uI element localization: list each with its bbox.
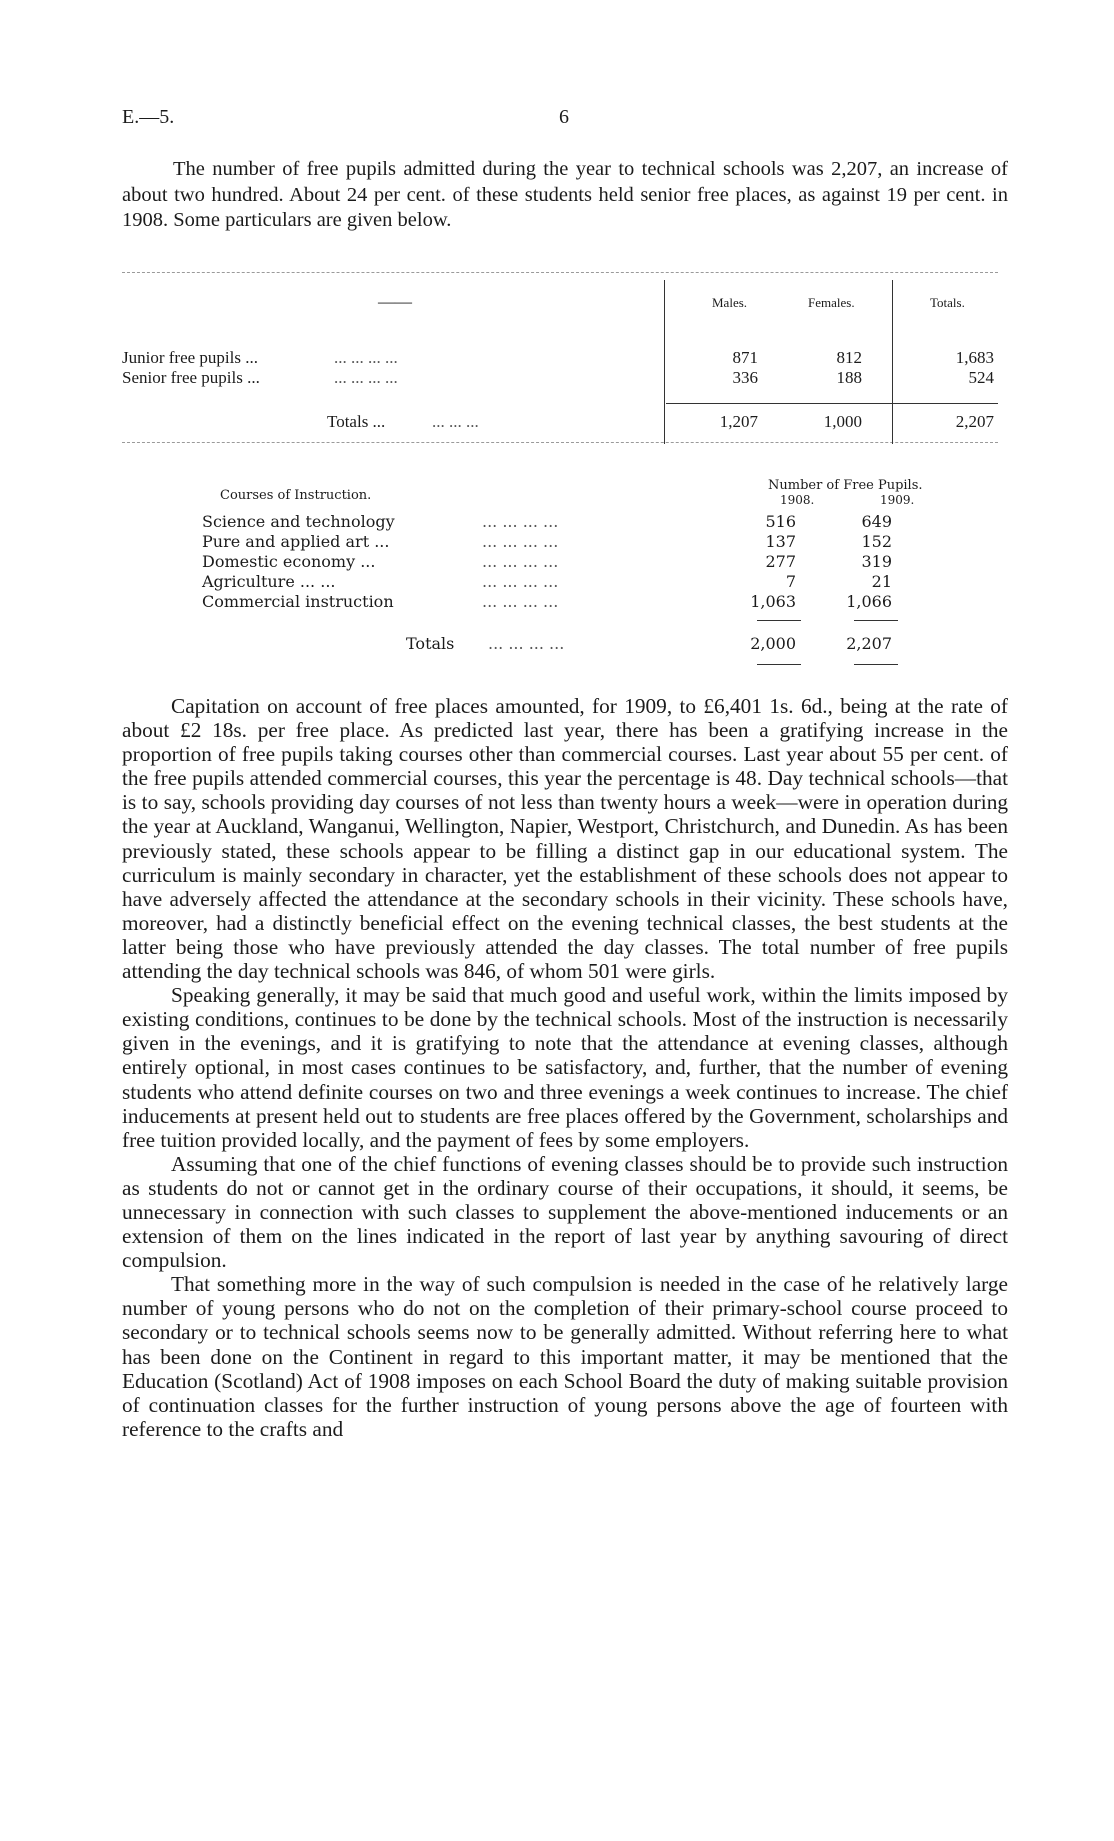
course-1908: 516 <box>765 512 796 531</box>
sum-rule <box>757 620 801 621</box>
junior-males: 871 <box>732 348 758 367</box>
course-1908: 137 <box>765 532 796 551</box>
column-head-females: Females. <box>808 295 855 310</box>
junior-females: 812 <box>836 348 862 367</box>
year-head-1909: 1909. <box>880 493 915 507</box>
senior-males: 336 <box>732 368 758 387</box>
course-label: Commercial instruction <box>202 592 394 611</box>
leader-dots: ... ... ... ... <box>482 532 559 551</box>
leader-dots: ... ... ... ... <box>334 348 398 367</box>
course-1909: 1,066 <box>846 592 892 611</box>
senior-females: 188 <box>836 368 862 387</box>
column-divider <box>892 280 893 444</box>
intro-paragraph <box>122 157 1008 234</box>
column-divider <box>664 280 665 444</box>
course-1908: 1,063 <box>750 592 796 611</box>
paragraph: Speaking generally, it may be said that much good and useful work, within the limits imposed by existing conditions, continues to be done by the technical schools. Most of the instruction is necessarily given in the evenings, and it is gratifying to note that the attendance at evening classes, although entirely optional, in most cases continues to be satisfactory, and, further, that the number of evening students who attend definite courses on two and three evenings a week continues to increase. The chief inducements at present held out to students are free places offered by the Government, scholarships and free tuition provided locally, and the payment of fees by some employers. <box>122 983 1008 1152</box>
course-label: Agriculture ... ... <box>202 572 336 591</box>
sum-rule <box>854 664 898 665</box>
course-label: Science and technology <box>202 512 395 531</box>
totals-rule <box>666 403 998 404</box>
totals-totals: 2,207 <box>955 412 994 431</box>
blank-column-head: —— <box>378 292 412 311</box>
intro-text: The number of free pupils admitted during the year to technical schools was 2,207, an increase of about two hundred. About 24 per cent. of these students held senior free places, as against 19 per cent. in 1908. Some particulars are given below. <box>122 158 1008 231</box>
paragraph: That something more in the way of such compulsion is needed in the case of he relatively large number of young persons who do not on the completion of their primary-school course proceed to secondary or to technical schools seems now to be generally admitted. Without referring here to what has been done on the Continent in regard to this important matter, it may be mentioned that the Education (Scotland) Act of 1908 imposes on each School Board the duty of making suitable provision of continuation classes for the further instruction of young persons above the age of fourteen with reference to the crafts and <box>122 1272 1008 1441</box>
senior-totals: 524 <box>968 368 994 387</box>
courses-total-1909: 2,207 <box>846 634 892 653</box>
row-label-junior: Junior free pupils ... <box>122 348 258 367</box>
course-label: Domestic economy ... <box>202 552 376 571</box>
page-number: 6 <box>559 106 569 128</box>
totals-label: Totals ... <box>327 412 386 431</box>
course-1908: 7 <box>785 572 796 591</box>
totals-females: 1,000 <box>823 412 862 431</box>
sum-rule <box>854 620 898 621</box>
table-rule-top <box>122 272 998 273</box>
junior-totals: 1,683 <box>955 348 994 367</box>
free-pupils-table <box>122 272 998 454</box>
course-1908: 277 <box>765 552 796 571</box>
leader-dots: ... ... ... <box>432 412 479 431</box>
column-head-totals: Totals. <box>930 295 965 310</box>
number-column-head: Number of Free Pupils. <box>768 478 923 493</box>
year-head-1908: 1908. <box>780 493 815 507</box>
course-1909: 21 <box>871 572 892 591</box>
course-1909: 649 <box>861 512 892 531</box>
courses-totals-label: Totals <box>406 634 455 653</box>
course-label: Pure and applied art ... <box>202 532 390 551</box>
table-rule-bottom <box>122 442 998 443</box>
courses-column-head: Courses of Instruction. <box>220 488 372 503</box>
courses-table <box>202 478 1008 678</box>
courses-total-1908: 2,000 <box>750 634 796 653</box>
totals-males: 1,207 <box>719 412 758 431</box>
document-reference: E.—5. <box>122 106 175 128</box>
course-1909: 152 <box>861 532 892 551</box>
paragraph: Capitation on account of free places amounted, for 1909, to £6,401 1s. 6d., being at the rate of about £2 18s. per free place. As predicted last year, there has been a gratifying increase in the proportion of free pupils taking courses other than commercial courses. Last year about 55 per cent. of the free pupils attended commercial courses, this year the percentage is 48. Day technical schools—that is to say, schools providing day courses of not less than twenty hours a week—were in operation during the year at Auckland, Wanganui, Wellington, Napier, Westport, Christchurch, and Dunedin. As has been previously stated, these schools appear to be filling a distinct gap in our educational system. The curriculum is mainly secondary in character, yet the establishment of these schools does not appear to have adversely affected the attendance at the secondary schools in their vicinity. These schools have, moreover, had a distinctly beneficial effect on the evening technical classes, the best students at the latter being those who have previously attended the day classes. The total number of free pupils attending the day technical schools was 846, of whom 501 were girls. <box>122 694 1008 984</box>
paragraph: Assuming that one of the chief functions of evening classes should be to provide such instruction as students do not or cannot get in the ordinary course of their occupations, it should, it seems, be unnecessary in connection with such classes to supplement the above-mentioned inducements or an extension of them on the lines indicated in the report of last year by anything savouring of direct compulsion. <box>122 1151 1008 1273</box>
leader-dots: ... ... ... ... <box>482 552 559 571</box>
leader-dots: ... ... ... ... <box>482 572 559 591</box>
course-1909: 319 <box>861 552 892 571</box>
leader-dots: ... ... ... ... <box>334 368 398 387</box>
leader-dots: ... ... ... ... <box>488 634 565 653</box>
column-head-males: Males. <box>712 295 748 310</box>
row-label-senior: Senior free pupils ... <box>122 368 260 387</box>
leader-dots: ... ... ... ... <box>482 592 559 611</box>
leader-dots: ... ... ... ... <box>482 512 559 531</box>
body-text <box>122 694 1008 1441</box>
sum-rule <box>757 664 801 665</box>
